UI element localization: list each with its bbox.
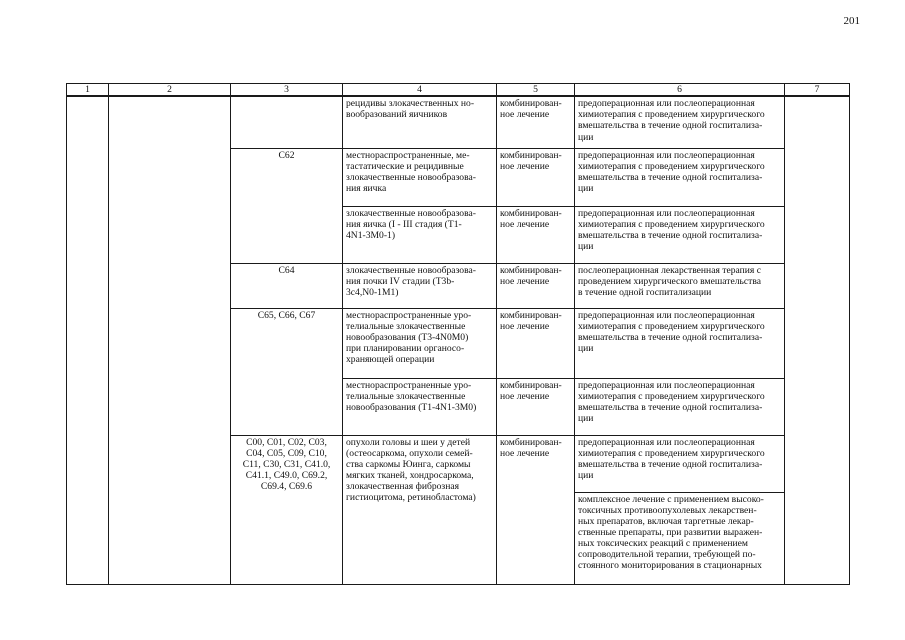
treatment-type-cell: комбинирован- ное лечение	[497, 206, 575, 263]
diagnosis-cell: опухоли головы и шеи у детей (остеосаркома, опухоли семей- ства саркомы Юинга, саркомы мягких тканей, хондросаркома, злокачественная фиброзная гистиоцитома, ретинобластома)	[343, 435, 497, 584]
method-cell: предоперационная или послеоперационная химиотерапия с проведением хирургического вмешательства в течение одной госпитализа- ции	[575, 96, 785, 148]
method-cell: предоперационная или послеоперационная химиотерапия с проведением хирургического вмешательства в течение одной госпитализа- ции	[575, 206, 785, 263]
col7-cell	[785, 96, 850, 584]
codes-cell: C65, C66, C67	[231, 308, 343, 435]
treatment-type-cell: комбинирован- ное лечение	[497, 148, 575, 206]
page-number: 201	[843, 15, 860, 27]
method-cell: предоперационная или послеоперационная химиотерапия с проведением хирургического вмешательства в течение одной госпитализа- ции	[575, 435, 785, 492]
diagnosis-cell: местнораспространенные уро- телиальные злокачественные новообразования (T3-4N0M0) при планировании органосо- храняющей операции	[343, 308, 497, 378]
codes-cell	[231, 96, 343, 148]
column-header: 5	[497, 84, 575, 97]
services-table	[66, 83, 850, 585]
method-cell: предоперационная или послеоперационная химиотерапия с проведением хирургического вмешательства в течение одной госпитализа- ции	[575, 148, 785, 206]
diagnosis-cell: злокачественные новообразова- ния яичка (I - III стадия (T1- 4N1-3M0-1)	[343, 206, 497, 263]
treatment-type-cell: комбинирован- ное лечение	[497, 96, 575, 148]
diagnosis-cell: рецидивы злокачественных но- вообразований яичников	[343, 96, 497, 148]
column-header: 3	[231, 84, 343, 97]
codes-cell: C62	[231, 148, 343, 263]
column-header: 6	[575, 84, 785, 97]
treatment-type-cell: комбинирован- ное лечение	[497, 378, 575, 435]
table-row	[67, 96, 850, 148]
column-header: 7	[785, 84, 850, 97]
method-cell: предоперационная или послеоперационная химиотерапия с проведением хирургического вмешательства в течение одной госпитализа- ции	[575, 378, 785, 435]
header-row	[67, 84, 850, 97]
diagnosis-cell: злокачественные новообразова- ния почки IV стадии (T3b- 3c4,N0-1M1)	[343, 263, 497, 308]
column-header: 4	[343, 84, 497, 97]
codes-cell: C00, C01, C02, C03, C04, C05, C09, C10, C11, C30, C31, C41.0, C41.1, C49.0, C69.2, C69.4, C69.6	[231, 435, 343, 584]
treatment-type-cell: комбинирован- ное лечение	[497, 308, 575, 378]
column-header: 2	[109, 84, 231, 97]
treatment-type-cell: комбинирован- ное лечение	[497, 435, 575, 584]
treatment-type-cell: комбинирован- ное лечение	[497, 263, 575, 308]
method-cell: предоперационная или послеоперационная химиотерапия с проведением хирургического вмешательства в течение одной госпитализа- ции	[575, 308, 785, 378]
codes-cell: C64	[231, 263, 343, 308]
column-header: 1	[67, 84, 109, 97]
method-cell: комплексное лечение с применением высоко- токсичных противоопухолевых лекарствен- ных препаратов, включая таргетные лекар- ственные препараты, при развитии выражен- ных токсических реакций с применением сопроводительной терапии, требующей по- стоянного мониторирования в стационарных	[575, 492, 785, 584]
diagnosis-cell: местнораспространенные, ме- тастатические и рецидивные злокачественные новообразова- ния яичка	[343, 148, 497, 206]
col2-cell	[109, 96, 231, 584]
method-cell: послеоперационная лекарственная терапия с проведением хирургического вмешательства в течение одной госпитализации	[575, 263, 785, 308]
diagnosis-cell: местнораспространенные уро- телиальные злокачественные новообразования (T1-4N1-3M0)	[343, 378, 497, 435]
col1-cell	[67, 96, 109, 584]
